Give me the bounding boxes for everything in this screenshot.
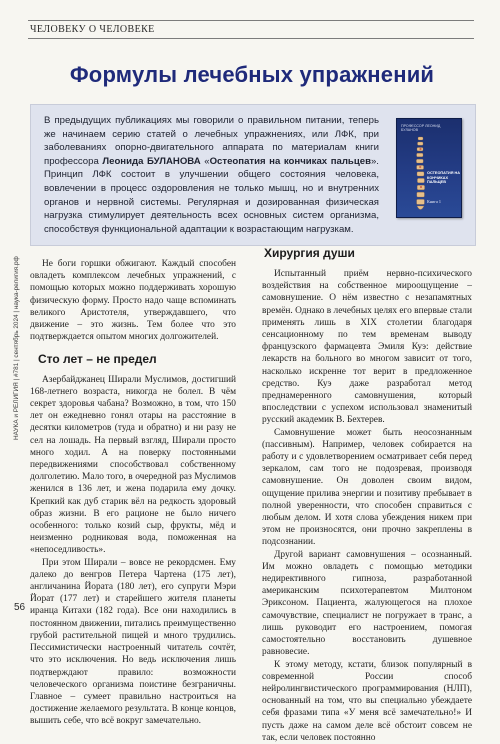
book-author: ПРОФЕССОР ЛЕОНИД БУЛАНОВ xyxy=(401,124,441,133)
left-column xyxy=(30,258,236,728)
intro-book-title: Остеопатия на кончиках пальцев xyxy=(209,155,371,167)
page-number: 56 xyxy=(14,602,26,613)
book-cover-image xyxy=(396,118,462,218)
right-paragraph-4: К этому методу, кстати, близок популярный в современной России способ нейролингвистического программирования (НЛП), основанный на том, что вы специально убеждаете себя фразами типа «У меня всё замечательно!» И пусть даже на самом деле всё обстоит совсем не так, если человек постоянно xyxy=(262,659,472,743)
intro-text-part-2: « xyxy=(200,155,210,167)
header-rule-top xyxy=(28,20,474,21)
left-paragraph-3: При этом Ширали – вовсе не рекордсмен. Ему далеко до венгров Петера Чартена (175 лет), англичанина Йората (180 лет), его супруги Мэри Йорат (177 лет) и старейшего жителя планеты иранца Китахи (182 года). Все они находились в постоянном движении, питались преимущественно грубой растительной пищей и много трудились. Пессимистически настроенный читатель сочтёт, что это исключения. Но ведь исключения лишь подтверждают правило: возможности человеческого организма поистине безграничны. Главное – сумеет правильно настроиться на достижение желаемого результата. В конце концов, вышить себе, что всё вокруг замечательно. xyxy=(30,557,236,727)
vertical-footer: НАУКА и РЕЛИГИЯ | #781 | сентябрь 2024 | наука-религия.рф xyxy=(13,256,20,440)
right-column xyxy=(262,268,472,744)
right-paragraph-3: Другой вариант самовнушения – осознанный. Им можно овладеть с помощью методики недирективного гипноза, разработанной американским психотерапевтом Милтоном Эриксоном. Пациента, жалующегося на плохое самочувствие, специалист не погружает в транс, а лишь руководит его настроением, помогая самостоятельно восстановить душевное равновесие. xyxy=(262,549,472,658)
article-title: Формулы лечебных упражнений xyxy=(69,62,435,87)
left-paragraph-2: Азербайджанец Ширали Муслимов, достигший 168-летнего возраста, никогда не болел. В чём секрет здоровья чабана? Возможно, в том, что 150 лет он ежедневно гонял отары на расстояние в десятки километров (туда и обратно) и ни разу не сел на лошадь. На первый взгляд, Ширали просто много ходил. А на поверку постоянными передвижениями способствовал собственному долголетию. Мало того, в очередной раз Муслимов женился в 136 лет, и жена подарила ему дочку. Крепкий как дуб старик вёл на редкость здоровый образ жизни. В его рационе не было ничего особенного: только козий сыр, фрукты, мёд и неизменно родниковая вода, поможенная на «непоседливость». xyxy=(30,374,236,556)
header-rule-bottom xyxy=(28,38,474,39)
intro-text-part-3: ». Принцип ЛФК состоит в улучшении общего состояния человека, вовлечении в процесс оздоровления не только мышц, но и внутренних органов и нервной системы. Регулярная и дозированная физическая нагрузка стимулирует деятельность всех основных систем организма, способствуя функциональной адаптации к возрастающим нагрузкам. xyxy=(44,155,379,235)
intro-text xyxy=(44,114,379,236)
intro-text-part-1: В предыдущих публикациях мы говорили о правильном питании, теперь же начинаем серию статей о лечебных упражнениях, или ЛФК, при заболеваниях опорно-двигательного аппарата по материалам книги профессора xyxy=(44,115,379,167)
right-paragraph-2: Самовнушение может быть неосознанным (пассивным). Например, человек собирается на работу и с удовлетворением осматривает себя перед зеркалом, сам того не подозревая, производя самовнушение. Он доволен своим видом, ощущение прилива энергии и позитиву пребывает в полной уверенности, что способен справиться с любым делом. И хотя слова убеждения никем при этом не произносятся, они прочно закреплены в подсознании. xyxy=(262,427,472,548)
spine-illustration-icon xyxy=(412,135,428,213)
right-paragraph-1: Испытанный приём нервно-психического воздействия на собственное мироощущение – самовнушение. О нём известно с незапамятных времён. Однако в лечебных целях его впервые стали применять лишь в XIX столетии благодаря сенсационному по тем временам выводу французского фармацевта Эмиля Куэ: действие лекарств на больного во многом зависит от того, насколько искренне тот верит в предложенное средство. Куэ даже разработал метод преднамеренного самовнушения, который впоследствии с успехом использовал знаменитый русский академик В. Бехтерев. xyxy=(262,269,472,426)
section-label: ЧЕЛОВЕКУ О ЧЕЛОВЕКЕ xyxy=(30,24,155,35)
book-volume: Книга 1 xyxy=(427,199,441,204)
subheading-hundred-years: Сто лет – не предел xyxy=(38,352,157,367)
intro-author: Леонида БУЛАНОВА xyxy=(102,155,201,167)
left-paragraph-1: Не боги горшки обжигают. Каждый способен овладеть комплексом лечебных упражнений, с помощью которых можно поддерживать хорошую физическую форму. Просто надо чаще вспоминать великого Аристотеля, утверждавшего, что движение – это жизнь. Тем более что это подтверждается опытом многих долгожителей. xyxy=(30,259,236,343)
subheading-soul-surgery: Хирургия души xyxy=(264,246,355,260)
book-title: ОСТЕОПАТИЯ НА КОНЧИКАХ ПАЛЬЦЕВ xyxy=(427,171,461,185)
